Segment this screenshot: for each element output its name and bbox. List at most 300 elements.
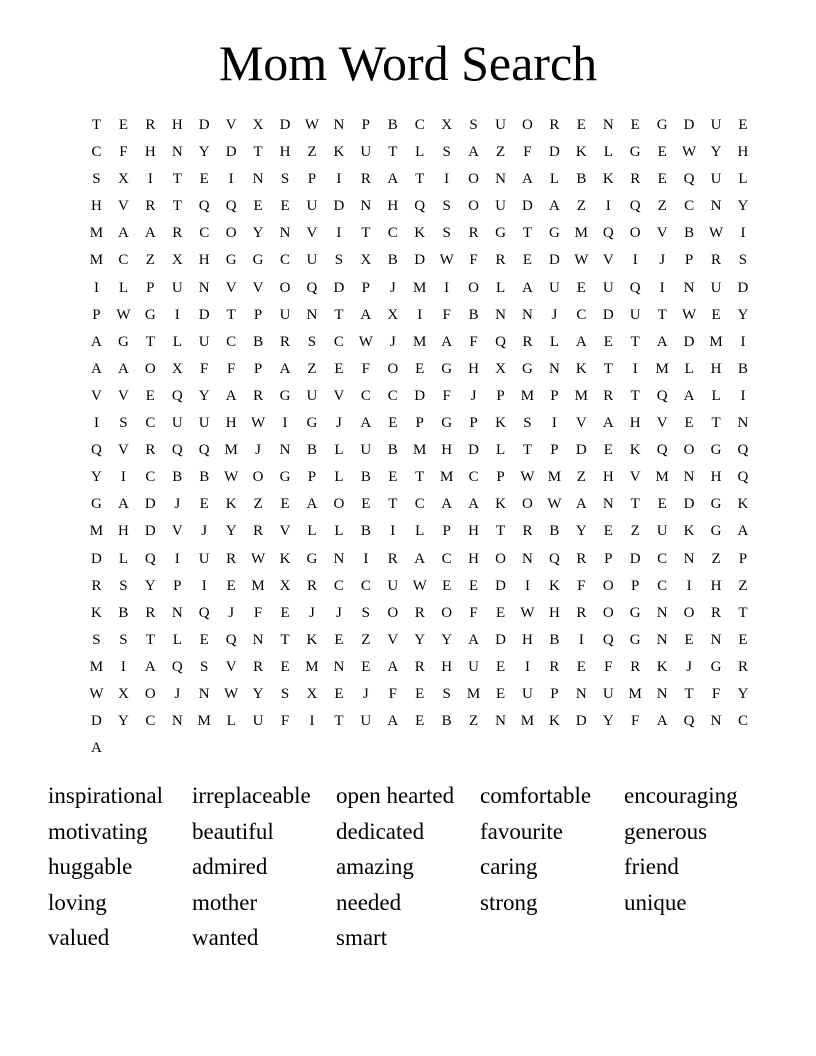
grid-letter[interactable]: A — [441, 496, 453, 513]
grid-letter[interactable]: I — [740, 225, 746, 242]
grid-letter[interactable]: Q — [548, 550, 560, 567]
grid-letter[interactable]: P — [253, 306, 263, 323]
grid-letter[interactable]: X — [171, 360, 183, 377]
grid-letter[interactable]: T — [630, 387, 640, 404]
grid-letter[interactable]: Q — [602, 225, 614, 242]
grid-letter[interactable]: O — [468, 279, 480, 296]
grid-letter[interactable]: W — [116, 306, 131, 323]
grid-letter[interactable]: X — [252, 117, 264, 133]
grid-letter[interactable]: H — [522, 631, 533, 648]
grid-letter[interactable]: V — [171, 523, 183, 540]
grid-letter[interactable]: L — [738, 171, 748, 188]
grid-letter[interactable]: C — [333, 577, 344, 594]
grid-letter[interactable]: Y — [441, 631, 453, 648]
grid-letter[interactable]: P — [738, 550, 748, 567]
grid-letter[interactable]: L — [711, 387, 721, 404]
grid-letter[interactable]: L — [334, 523, 344, 540]
grid-letter[interactable]: I — [524, 577, 530, 594]
grid-letter[interactable]: Z — [307, 360, 317, 377]
grid-letter[interactable]: Y — [737, 198, 749, 215]
grid-letter[interactable]: D — [198, 117, 210, 133]
grid-letter[interactable]: M — [251, 577, 265, 594]
grid-letter[interactable]: M — [520, 713, 535, 730]
grid-letter[interactable]: Z — [738, 577, 748, 594]
grid-letter[interactable]: W — [412, 577, 427, 594]
grid-letter[interactable]: X — [495, 360, 506, 377]
grid-letter[interactable]: O — [683, 604, 695, 621]
grid-letter[interactable]: E — [415, 713, 425, 730]
grid-letter[interactable]: J — [255, 442, 262, 459]
grid-letter[interactable]: F — [469, 604, 478, 621]
grid-letter[interactable]: O — [629, 225, 641, 242]
grid-letter[interactable]: R — [145, 117, 156, 133]
grid-letter[interactable]: O — [225, 225, 237, 242]
grid-letter[interactable]: I — [93, 415, 99, 432]
grid-letter[interactable]: H — [225, 415, 237, 432]
grid-letter[interactable]: J — [174, 685, 181, 702]
grid-letter[interactable]: G — [710, 442, 722, 459]
grid-letter[interactable]: S — [92, 631, 101, 648]
grid-letter[interactable]: E — [199, 171, 209, 188]
grid-letter[interactable]: C — [145, 713, 156, 730]
grid-letter[interactable]: U — [279, 306, 291, 323]
grid-letter[interactable]: G — [91, 496, 102, 513]
grid-letter[interactable]: C — [387, 225, 398, 242]
grid-letter[interactable]: D — [737, 279, 749, 296]
grid-letter[interactable]: X — [306, 685, 318, 702]
grid-letter[interactable]: J — [201, 523, 208, 540]
grid-letter[interactable]: A — [522, 171, 533, 188]
grid-letter[interactable]: E — [684, 415, 694, 432]
grid-letter[interactable]: G — [522, 360, 533, 377]
grid-letter[interactable]: L — [172, 631, 182, 648]
grid-letter[interactable]: D — [144, 496, 156, 513]
grid-letter[interactable]: R — [145, 198, 156, 215]
grid-letter[interactable]: C — [145, 469, 156, 486]
grid-letter[interactable]: G — [279, 469, 291, 486]
grid-letter[interactable]: E — [738, 631, 748, 648]
grid-letter[interactable]: X — [360, 252, 372, 269]
grid-letter[interactable]: E — [415, 360, 425, 377]
grid-letter[interactable]: T — [603, 360, 613, 377]
grid-letter[interactable]: F — [119, 144, 128, 161]
grid-letter[interactable]: B — [387, 252, 398, 269]
grid-letter[interactable]: E — [118, 117, 128, 133]
grid-letter[interactable]: K — [575, 360, 587, 377]
grid-letter[interactable]: L — [334, 442, 344, 459]
grid-letter[interactable]: U — [360, 713, 372, 730]
grid-letter[interactable]: D — [495, 577, 506, 594]
grid-letter[interactable]: X — [387, 306, 399, 323]
grid-letter[interactable]: E — [334, 631, 344, 648]
grid-letter[interactable]: S — [307, 333, 317, 350]
grid-letter[interactable]: H — [279, 144, 291, 161]
grid-letter[interactable]: E — [603, 333, 613, 350]
grid-letter[interactable]: R — [280, 333, 291, 350]
grid-letter[interactable]: I — [632, 360, 638, 377]
grid-letter[interactable]: P — [550, 442, 559, 459]
grid-letter[interactable]: U — [629, 306, 641, 323]
grid-letter[interactable]: K — [602, 171, 614, 188]
grid-letter[interactable]: F — [226, 360, 236, 377]
grid-letter[interactable]: V — [306, 225, 318, 242]
grid-letter[interactable]: Y — [414, 631, 426, 648]
grid-letter[interactable]: U — [656, 523, 668, 540]
grid-letter[interactable]: S — [442, 225, 451, 242]
grid-letter[interactable]: J — [389, 279, 396, 296]
grid-letter[interactable]: K — [306, 631, 318, 648]
grid-letter[interactable]: B — [306, 442, 317, 459]
grid-letter[interactable]: W — [89, 685, 104, 702]
grid-letter[interactable]: L — [603, 144, 613, 161]
grid-letter[interactable]: O — [602, 604, 614, 621]
grid-letter[interactable]: A — [306, 496, 318, 513]
grid-letter[interactable]: B — [549, 523, 560, 540]
grid-letter[interactable]: H — [629, 415, 641, 432]
grid-letter[interactable]: H — [441, 442, 453, 459]
grid-letter[interactable]: I — [93, 279, 99, 296]
grid-letter[interactable]: Y — [225, 523, 237, 540]
grid-letter[interactable]: A — [737, 523, 749, 540]
grid-letter[interactable]: G — [710, 658, 722, 675]
grid-letter[interactable]: N — [333, 117, 345, 133]
grid-letter[interactable]: V — [117, 198, 129, 215]
grid-letter[interactable]: F — [469, 333, 478, 350]
grid-letter[interactable]: J — [335, 604, 342, 621]
grid-letter[interactable]: W — [224, 469, 239, 486]
grid-letter[interactable]: K — [495, 496, 506, 513]
grid-letter[interactable]: L — [549, 171, 559, 188]
grid-letter[interactable]: N — [360, 198, 372, 215]
grid-letter[interactable]: T — [630, 496, 640, 513]
grid-letter[interactable]: A — [468, 631, 480, 648]
grid-letter[interactable]: A — [575, 496, 587, 513]
grid-letter[interactable]: E — [361, 496, 371, 513]
grid-letter[interactable]: I — [282, 415, 288, 432]
grid-letter[interactable]: G — [306, 550, 318, 567]
grid-letter[interactable]: B — [387, 117, 398, 133]
grid-letter[interactable]: U — [710, 279, 722, 296]
grid-letter[interactable]: C — [414, 496, 425, 513]
grid-letter[interactable]: R — [576, 604, 587, 621]
grid-letter[interactable]: W — [682, 306, 697, 323]
grid-letter[interactable]: Z — [657, 198, 667, 215]
grid-letter[interactable]: R — [522, 523, 533, 540]
grid-letter[interactable]: C — [684, 198, 695, 215]
grid-letter[interactable]: O — [252, 469, 264, 486]
grid-letter[interactable]: M — [574, 387, 589, 404]
grid-letter[interactable]: Z — [630, 523, 640, 540]
grid-letter[interactable]: N — [306, 306, 318, 323]
grid-letter[interactable]: T — [91, 117, 102, 133]
grid-letter[interactable]: L — [549, 333, 559, 350]
grid-letter[interactable]: I — [363, 550, 369, 567]
grid-letter[interactable]: T — [226, 306, 236, 323]
grid-letter[interactable]: A — [602, 415, 614, 432]
grid-letter[interactable]: H — [710, 577, 722, 594]
grid-letter[interactable]: B — [684, 225, 695, 242]
grid-letter[interactable]: P — [469, 415, 478, 432]
grid-letter[interactable]: E — [576, 117, 586, 133]
grid-letter[interactable]: I — [120, 658, 126, 675]
grid-letter[interactable]: J — [686, 658, 693, 675]
grid-letter[interactable]: G — [629, 604, 641, 621]
grid-letter[interactable]: P — [307, 469, 317, 486]
grid-letter[interactable]: D — [575, 442, 587, 459]
grid-letter[interactable]: E — [226, 577, 236, 594]
grid-letter[interactable]: U — [710, 171, 722, 188]
grid-letter[interactable]: O — [441, 604, 453, 621]
grid-letter[interactable]: L — [334, 469, 344, 486]
grid-letter[interactable]: H — [198, 252, 210, 269]
grid-letter[interactable]: H — [548, 604, 560, 621]
grid-letter[interactable]: Y — [252, 225, 264, 242]
grid-letter[interactable]: Z — [253, 496, 263, 513]
grid-letter[interactable]: C — [226, 333, 237, 350]
grid-letter[interactable]: D — [575, 713, 587, 730]
grid-letter[interactable]: W — [439, 252, 454, 269]
grid-letter[interactable]: M — [305, 658, 319, 675]
grid-letter[interactable]: G — [629, 144, 641, 161]
grid-letter[interactable]: R — [145, 604, 156, 621]
grid-letter[interactable]: W — [520, 604, 535, 621]
grid-letter[interactable]: P — [631, 577, 640, 594]
grid-letter[interactable]: J — [659, 252, 666, 269]
grid-letter[interactable]: O — [495, 550, 506, 567]
grid-letter[interactable]: A — [548, 198, 560, 215]
grid-letter[interactable]: E — [280, 496, 290, 513]
grid-letter[interactable]: A — [387, 171, 399, 188]
grid-letter[interactable]: P — [604, 550, 613, 567]
grid-letter[interactable]: K — [656, 658, 668, 675]
grid-letter[interactable]: N — [252, 171, 264, 188]
grid-letter[interactable]: G — [495, 225, 506, 242]
grid-letter[interactable]: B — [172, 469, 183, 486]
grid-letter[interactable]: I — [740, 333, 746, 350]
grid-letter[interactable]: Z — [361, 631, 371, 648]
grid-letter[interactable]: M — [655, 360, 669, 377]
grid-letter[interactable]: M — [89, 658, 104, 675]
grid-letter[interactable]: U — [171, 279, 183, 296]
grid-letter[interactable]: R — [226, 550, 237, 567]
grid-letter[interactable]: F — [253, 604, 263, 621]
grid-letter[interactable]: D — [414, 252, 426, 269]
grid-letter[interactable]: K — [495, 415, 506, 432]
grid-letter[interactable]: Y — [575, 523, 587, 540]
grid-letter[interactable]: R — [630, 171, 641, 188]
grid-letter[interactable]: V — [117, 442, 129, 459]
grid-letter[interactable]: J — [470, 387, 477, 404]
grid-letter[interactable]: N — [522, 550, 533, 567]
grid-letter[interactable]: S — [738, 252, 748, 269]
grid-letter[interactable]: V — [225, 279, 237, 296]
grid-letter[interactable]: K — [683, 523, 695, 540]
grid-letter[interactable]: A — [441, 333, 453, 350]
grid-letter[interactable]: H — [710, 469, 722, 486]
grid-letter[interactable]: T — [172, 171, 182, 188]
grid-letter[interactable]: E — [334, 685, 344, 702]
grid-letter[interactable]: L — [118, 279, 128, 296]
grid-letter[interactable]: V — [91, 387, 102, 404]
grid-letter[interactable]: F — [280, 713, 290, 730]
grid-letter[interactable]: D — [495, 631, 506, 648]
grid-letter[interactable]: I — [201, 577, 207, 594]
grid-letter[interactable]: N — [171, 144, 183, 161]
grid-letter[interactable]: D — [629, 550, 641, 567]
grid-letter[interactable]: A — [360, 415, 372, 432]
grid-letter[interactable]: D — [522, 198, 533, 215]
grid-letter[interactable]: G — [710, 523, 722, 540]
grid-letter[interactable]: P — [253, 360, 263, 377]
grid-letter[interactable]: T — [522, 442, 533, 459]
grid-letter[interactable]: Q — [602, 631, 614, 648]
grid-letter[interactable]: A — [683, 387, 695, 404]
grid-letter[interactable]: R — [603, 387, 614, 404]
grid-letter[interactable]: U — [360, 144, 372, 161]
grid-letter[interactable]: L — [307, 523, 317, 540]
grid-letter[interactable]: K — [414, 225, 426, 242]
grid-letter[interactable]: Q — [414, 198, 426, 215]
grid-letter[interactable]: U — [522, 685, 533, 702]
grid-letter[interactable]: T — [334, 713, 344, 730]
grid-letter[interactable]: D — [548, 252, 560, 269]
grid-letter[interactable]: T — [361, 225, 371, 242]
grid-letter[interactable]: J — [551, 306, 558, 323]
grid-letter[interactable]: S — [334, 252, 344, 269]
grid-letter[interactable]: K — [575, 144, 587, 161]
grid-letter[interactable]: A — [91, 333, 102, 350]
grid-letter[interactable]: Z — [307, 144, 317, 161]
grid-letter[interactable]: M — [466, 685, 481, 702]
grid-letter[interactable]: M — [655, 469, 669, 486]
grid-letter[interactable]: D — [91, 713, 102, 730]
grid-letter[interactable]: H — [144, 144, 156, 161]
grid-letter[interactable]: W — [547, 496, 562, 513]
grid-letter[interactable]: N — [495, 713, 506, 730]
grid-letter[interactable]: Z — [469, 713, 479, 730]
grid-letter[interactable]: S — [200, 658, 209, 675]
grid-letter[interactable]: Q — [198, 198, 210, 215]
grid-letter[interactable]: M — [413, 279, 427, 296]
grid-letter[interactable]: A — [91, 740, 102, 757]
grid-letter[interactable]: Q — [683, 713, 695, 730]
grid-letter[interactable]: U — [198, 333, 210, 350]
grid-letter[interactable]: N — [495, 171, 506, 188]
grid-letter[interactable]: N — [495, 306, 506, 323]
grid-letter[interactable]: F — [442, 306, 451, 323]
grid-letter[interactable]: V — [225, 117, 237, 133]
grid-letter[interactable]: S — [280, 685, 290, 702]
grid-letter[interactable]: E — [603, 523, 613, 540]
grid-letter[interactable]: L — [226, 713, 236, 730]
grid-letter[interactable]: N — [683, 550, 695, 567]
grid-letter[interactable]: R — [522, 333, 533, 350]
grid-letter[interactable]: R — [253, 523, 264, 540]
grid-letter[interactable]: R — [91, 577, 102, 594]
grid-letter[interactable]: U — [198, 550, 210, 567]
grid-letter[interactable]: U — [602, 279, 614, 296]
grid-letter[interactable]: P — [684, 252, 694, 269]
grid-letter[interactable]: U — [306, 198, 318, 215]
grid-letter[interactable]: Q — [171, 658, 183, 675]
grid-letter[interactable]: G — [144, 306, 156, 323]
grid-letter[interactable]: N — [656, 604, 668, 621]
grid-letter[interactable]: W — [574, 252, 589, 269]
grid-letter[interactable]: M — [413, 333, 427, 350]
grid-letter[interactable]: N — [602, 496, 614, 513]
grid-letter[interactable]: I — [174, 550, 180, 567]
grid-letter[interactable]: U — [468, 658, 480, 675]
grid-letter[interactable]: S — [119, 631, 128, 648]
grid-letter[interactable]: T — [334, 306, 344, 323]
grid-letter[interactable]: M — [224, 442, 238, 459]
grid-letter[interactable]: V — [656, 225, 668, 242]
grid-letter[interactable]: F — [523, 144, 532, 161]
grid-letter[interactable]: T — [145, 333, 155, 350]
grid-letter[interactable]: I — [740, 387, 746, 404]
grid-letter[interactable]: C — [737, 713, 748, 730]
grid-letter[interactable]: W — [304, 117, 320, 133]
grid-letter[interactable]: R — [495, 252, 506, 269]
grid-letter[interactable]: H — [91, 198, 102, 215]
grid-letter[interactable]: E — [280, 198, 290, 215]
grid-letter[interactable]: N — [683, 469, 695, 486]
grid-letter[interactable]: Q — [198, 442, 210, 459]
grid-letter[interactable]: F — [200, 360, 209, 377]
grid-letter[interactable]: Y — [144, 577, 156, 594]
grid-letter[interactable]: J — [174, 496, 181, 513]
grid-letter[interactable]: W — [520, 469, 535, 486]
grid-letter[interactable]: G — [441, 360, 453, 377]
grid-letter[interactable]: L — [415, 523, 425, 540]
grid-letter[interactable]: T — [495, 523, 506, 540]
grid-letter[interactable]: A — [468, 496, 480, 513]
grid-letter[interactable]: N — [333, 550, 345, 567]
grid-letter[interactable]: D — [683, 333, 695, 350]
grid-letter[interactable]: E — [388, 469, 398, 486]
grid-letter[interactable]: D — [91, 550, 102, 567]
grid-letter[interactable]: F — [604, 658, 613, 675]
grid-letter[interactable]: C — [91, 144, 102, 161]
grid-letter[interactable]: A — [387, 658, 399, 675]
grid-letter[interactable]: C — [360, 577, 371, 594]
grid-letter[interactable]: K — [279, 550, 291, 567]
grid-letter[interactable]: C — [387, 387, 398, 404]
grid-letter[interactable]: E — [361, 658, 371, 675]
grid-letter[interactable]: Q — [171, 387, 183, 404]
grid-letter[interactable]: E — [334, 360, 344, 377]
grid-letter[interactable]: T — [145, 631, 155, 648]
grid-letter[interactable]: R — [253, 387, 264, 404]
grid-letter[interactable]: K — [737, 496, 749, 513]
grid-letter[interactable]: V — [279, 523, 291, 540]
grid-letter[interactable]: G — [225, 252, 237, 269]
grid-letter[interactable]: W — [251, 550, 266, 567]
grid-letter[interactable]: I — [174, 306, 180, 323]
grid-letter[interactable]: D — [602, 306, 614, 323]
grid-letter[interactable]: E — [388, 415, 398, 432]
grid-letter[interactable]: J — [228, 604, 235, 621]
grid-letter[interactable]: R — [306, 577, 317, 594]
grid-letter[interactable]: A — [575, 333, 587, 350]
grid-letter[interactable]: I — [417, 306, 423, 323]
grid-letter[interactable]: A — [117, 360, 129, 377]
grid-letter[interactable]: E — [253, 198, 263, 215]
grid-letter[interactable]: I — [336, 171, 342, 188]
grid-letter[interactable]: N — [198, 685, 210, 702]
grid-letter[interactable]: P — [361, 117, 371, 133]
grid-letter[interactable]: I — [228, 171, 234, 188]
